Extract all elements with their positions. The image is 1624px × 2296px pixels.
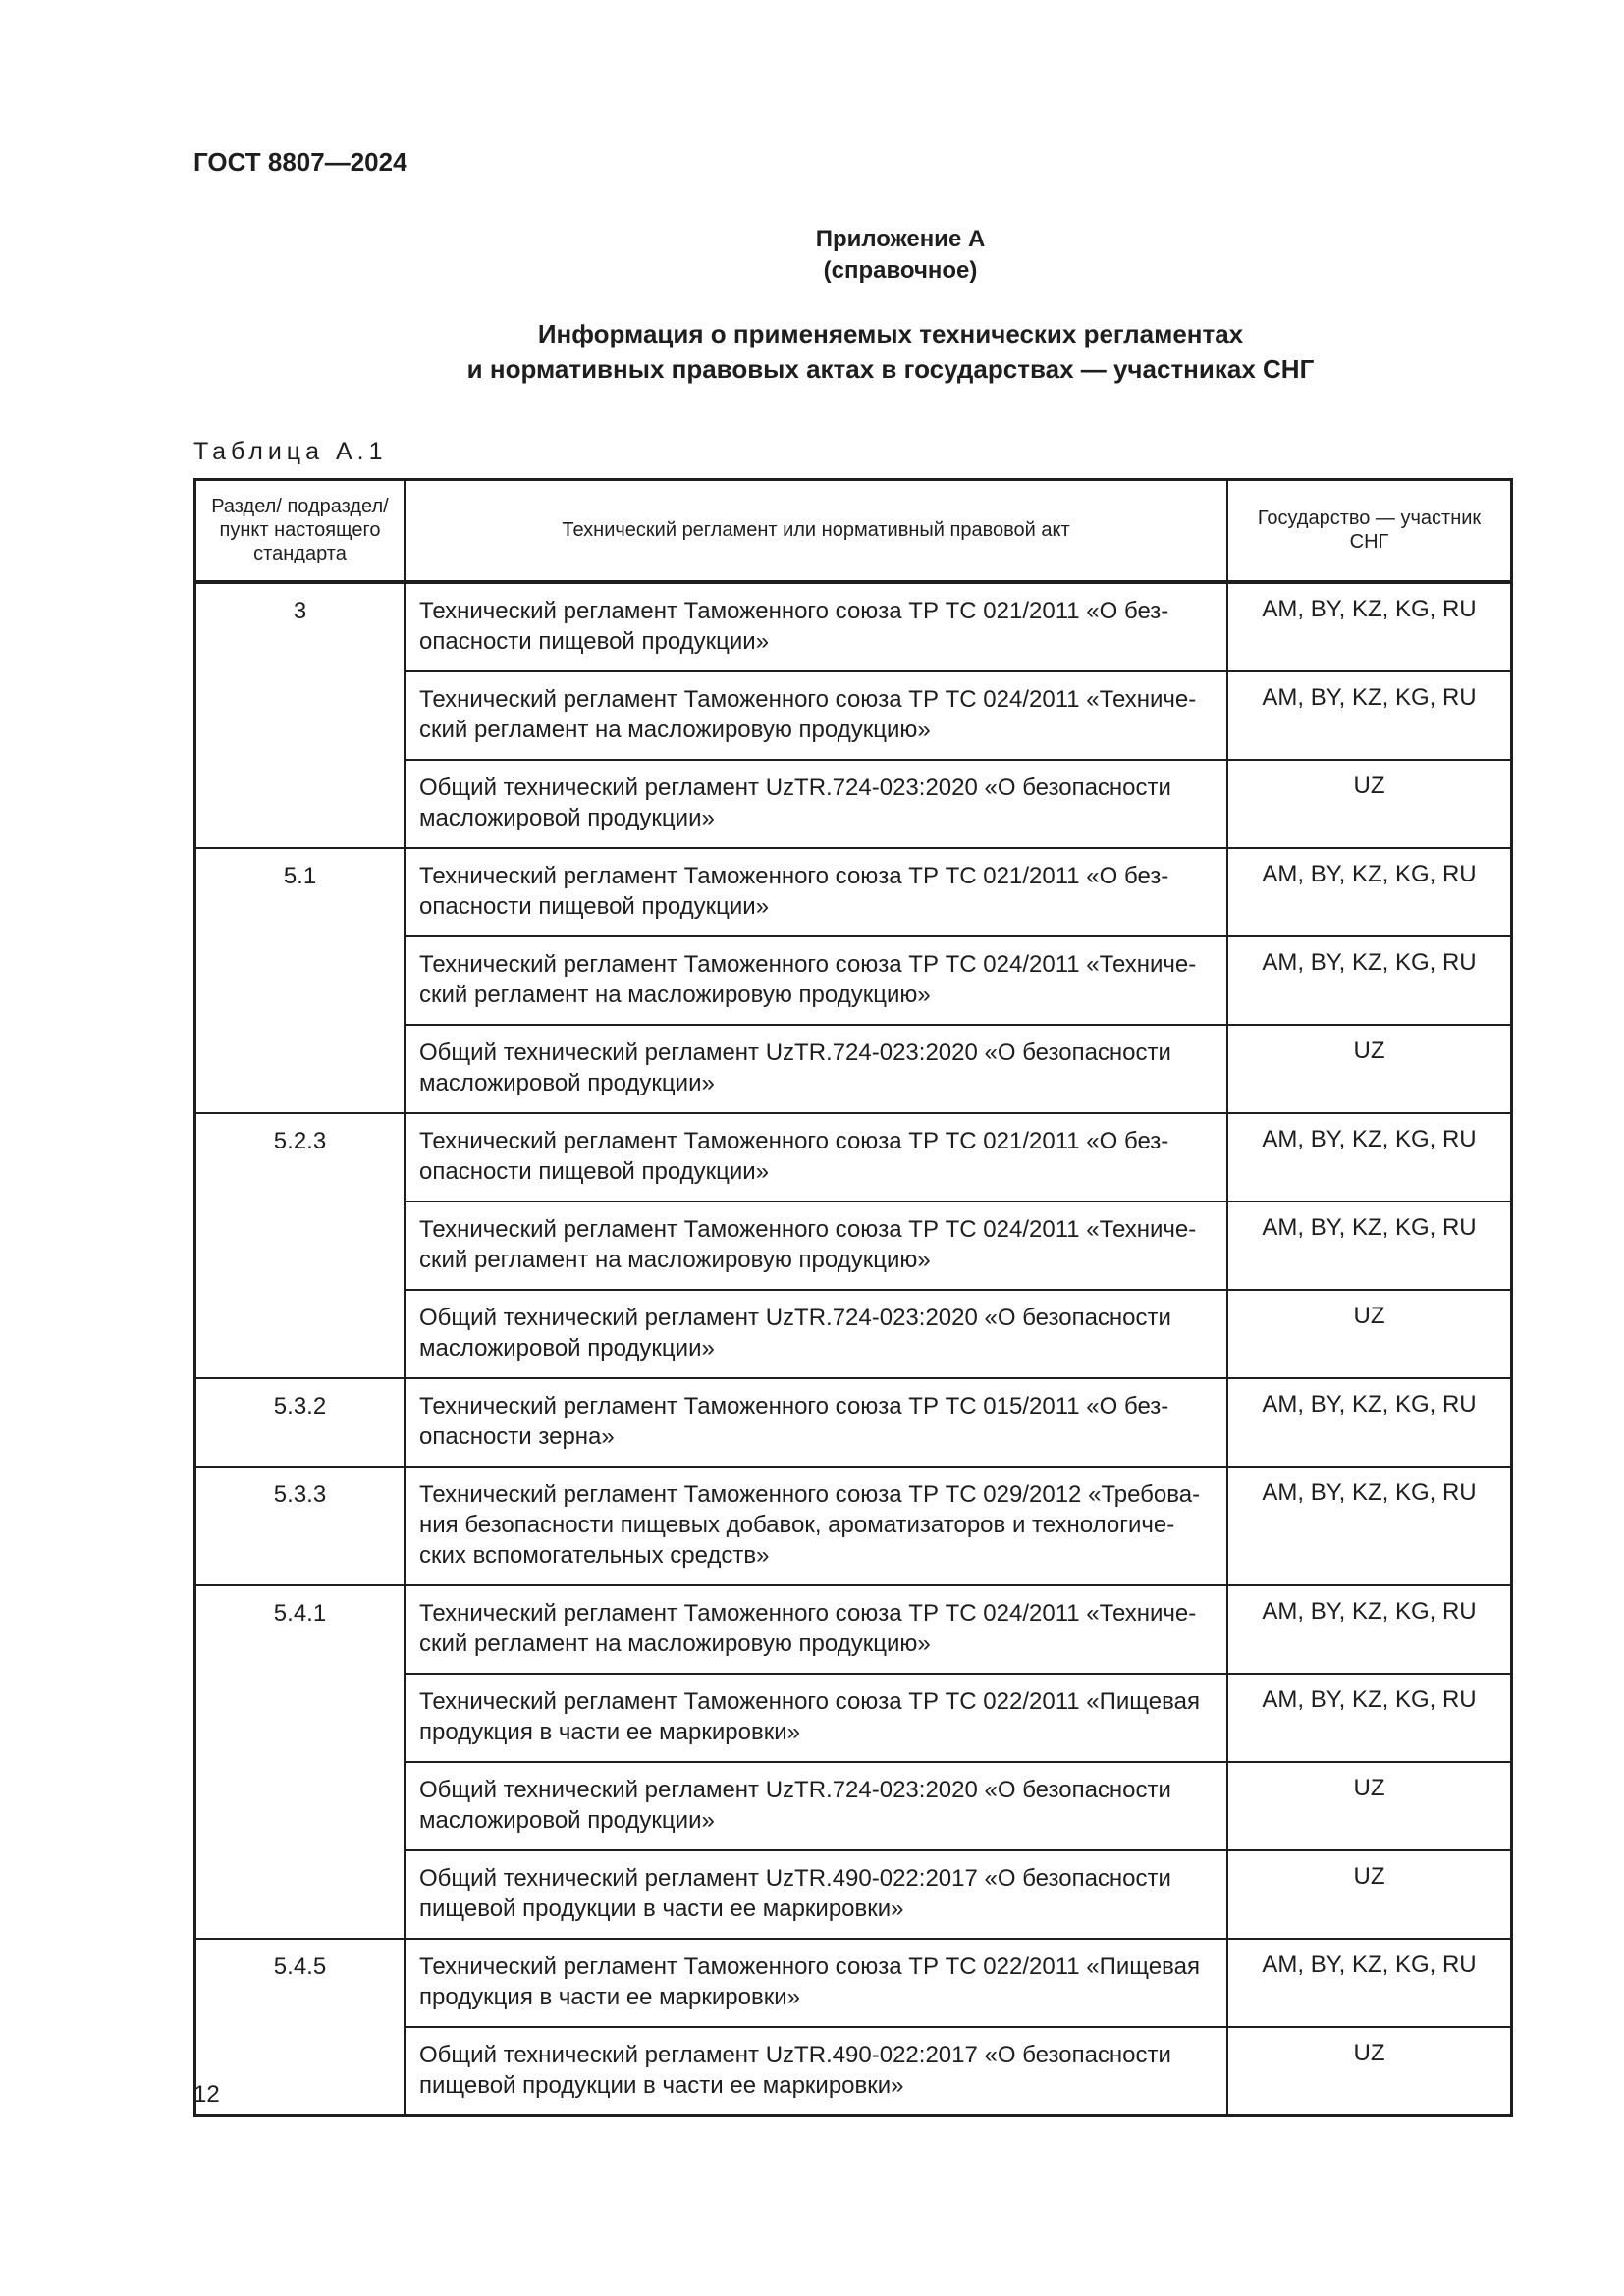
section-cell: 5.4.5 — [195, 1939, 406, 2116]
table-row — [195, 1939, 1512, 2027]
state-cell: UZ — [1227, 1290, 1512, 1378]
state-cell: UZ — [1227, 760, 1512, 848]
header-state: Государство — участник СНГ — [1227, 480, 1512, 582]
regulation-cell: Технический регламент Таможенного союза ТР ТС 022/2011 «Пищевая продукция в части ее маркировки» — [405, 1939, 1227, 2027]
table-row — [195, 1113, 1512, 1201]
regulation-cell: Общий технический регламент UzTR.724-023:2020 «О безопасности масложировой продукции» — [405, 1025, 1227, 1113]
regulation-cell: Технический регламент Таможенного союза ТР ТС 022/2011 «Пищевая продукция в части ее маркировки» — [405, 1674, 1227, 1762]
table-row — [195, 1378, 1512, 1467]
table-label: Таблица А.1 — [193, 438, 388, 465]
regulation-cell: Общий технический регламент UzTR.490-022:2017 «О безопасности пищевой продукции в части ее маркировки» — [405, 2027, 1227, 2116]
state-cell: UZ — [1227, 1025, 1512, 1113]
section-cell: 5.4.1 — [195, 1585, 406, 1939]
state-cell: AM, BY, KZ, KG, RU — [1227, 936, 1512, 1025]
state-cell: UZ — [1227, 1850, 1512, 1939]
state-cell: UZ — [1227, 1762, 1512, 1850]
state-cell: UZ — [1227, 2027, 1512, 2116]
section-cell: 3 — [195, 582, 406, 848]
regulation-cell: Технический регламент Таможенного союза ТР ТС 024/2011 «Техниче-ский регламент на масложировую продукцию» — [405, 1201, 1227, 1290]
state-cell: AM, BY, KZ, KG, RU — [1227, 1585, 1512, 1674]
regulations-table — [193, 478, 1513, 2117]
regulation-cell: Общий технический регламент UzTR.490-022:2017 «О безопасности пищевой продукции в части ее маркировки» — [405, 1850, 1227, 1939]
regulation-cell: Технический регламент Таможенного союза ТР ТС 021/2011 «О без-опасности пищевой продукции» — [405, 848, 1227, 936]
state-cell: AM, BY, KZ, KG, RU — [1227, 1467, 1512, 1585]
state-cell: AM, BY, KZ, KG, RU — [1227, 848, 1512, 936]
regulation-cell: Общий технический регламент UzTR.724-023:2020 «О безопасности масложировой продукции» — [405, 1762, 1227, 1850]
section-cell: 5.2.3 — [195, 1113, 406, 1378]
page-title-line-1: Информация о применяемых технических регламентах — [537, 319, 1244, 348]
state-cell: AM, BY, KZ, KG, RU — [1227, 1201, 1512, 1290]
document-code: ГОСТ 8807—2024 — [193, 147, 407, 177]
page-number: 12 — [193, 2081, 220, 2108]
state-cell: AM, BY, KZ, KG, RU — [1227, 1674, 1512, 1762]
regulation-cell: Технический регламент Таможенного союза ТР ТС 021/2011 «О без-опасности пищевой продукции» — [405, 1113, 1227, 1201]
state-cell: AM, BY, KZ, KG, RU — [1227, 1939, 1512, 2027]
regulation-cell: Технический регламент Таможенного союза ТР ТС 024/2011 «Техниче-ский регламент на масложировую продукцию» — [405, 1585, 1227, 1674]
table-header-row — [195, 480, 1512, 582]
table-row — [195, 1585, 1512, 1674]
regulation-cell: Технический регламент Таможенного союза ТР ТС 029/2012 «Требова-ния безопасности пищевых добавок, ароматизаторов и технологиче-ских вспомогательных средств» — [405, 1467, 1227, 1585]
state-cell: AM, BY, KZ, KG, RU — [1227, 1378, 1512, 1467]
regulation-cell: Технический регламент Таможенного союза ТР ТС 015/2011 «О без-опасности зерна» — [405, 1378, 1227, 1467]
appendix-title: Приложение А — [815, 226, 986, 252]
table-row — [195, 848, 1512, 936]
regulation-cell: Технический регламент Таможенного союза ТР ТС 024/2011 «Техниче-ский регламент на масложировую продукцию» — [405, 936, 1227, 1025]
state-cell: AM, BY, KZ, KG, RU — [1227, 582, 1512, 671]
regulation-cell: Общий технический регламент UzTR.724-023:2020 «О безопасности масложировой продукции» — [405, 1290, 1227, 1378]
state-cell: AM, BY, KZ, KG, RU — [1227, 671, 1512, 760]
table-body — [195, 582, 1512, 2116]
header-regulation: Технический регламент или нормативный правовой акт — [405, 480, 1227, 582]
regulation-cell: Технический регламент Таможенного союза ТР ТС 021/2011 «О без-опасности пищевой продукции» — [405, 582, 1227, 671]
section-cell: 5.3.3 — [195, 1467, 406, 1585]
page-title-line-2: и нормативных правовых актах в государствах — участниках СНГ — [466, 354, 1315, 384]
table-row — [195, 1467, 1512, 1585]
table-row — [195, 582, 1512, 671]
header-section: Раздел/ подраздел/пункт настоящего стандарта — [195, 480, 406, 582]
regulation-cell: Общий технический регламент UzTR.724-023:2020 «О безопасности масложировой продукции» — [405, 760, 1227, 848]
appendix-type: (справочное) — [823, 257, 978, 284]
section-cell: 5.3.2 — [195, 1378, 406, 1467]
state-cell: AM, BY, KZ, KG, RU — [1227, 1113, 1512, 1201]
section-cell: 5.1 — [195, 848, 406, 1113]
regulation-cell: Технический регламент Таможенного союза ТР ТС 024/2011 «Техниче-ский регламент на масложировую продукцию» — [405, 671, 1227, 760]
page-title — [0, 316, 1624, 387]
appendix-heading — [0, 224, 1624, 287]
